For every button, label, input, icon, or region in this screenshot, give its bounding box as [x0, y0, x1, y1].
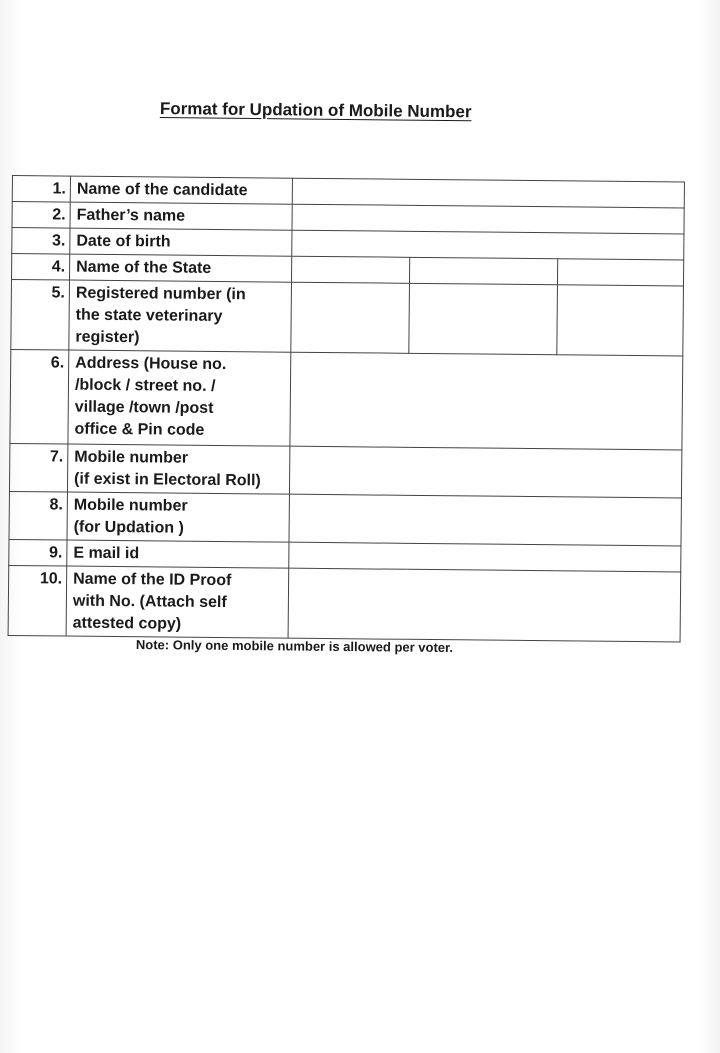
- row-number: 3.: [12, 228, 70, 255]
- table-row: [9, 491, 681, 545]
- row-number: 7.: [9, 443, 67, 492]
- state-name-field-2[interactable]: [409, 257, 557, 284]
- note-text: Note: Only one mobile number is allowed per voter.: [135, 637, 454, 656]
- row-number: 2.: [12, 202, 70, 229]
- form-table: [8, 175, 685, 642]
- updated-mobile-field[interactable]: [289, 494, 681, 546]
- candidate-name-field[interactable]: [292, 178, 684, 208]
- registered-number-field-1[interactable]: [291, 282, 410, 353]
- state-name-field-3[interactable]: [557, 259, 683, 286]
- row-number: 8.: [9, 491, 67, 540]
- email-field[interactable]: [289, 542, 681, 572]
- date-of-birth-field[interactable]: [292, 230, 684, 260]
- form-table-wrapper: [8, 175, 684, 642]
- id-proof-field[interactable]: [288, 568, 681, 642]
- row-label: Father’s name: [70, 202, 292, 230]
- row-number: 10.: [8, 565, 67, 636]
- address-field[interactable]: [290, 352, 683, 450]
- row-label: Mobile number (for Updation ): [67, 492, 289, 542]
- row-label: Date of birth: [70, 228, 292, 256]
- table-row: [10, 349, 683, 449]
- father-name-field[interactable]: [292, 204, 684, 234]
- row-number: 4.: [11, 254, 69, 281]
- table-row: [9, 443, 681, 497]
- row-label: Address (House no. /block / street no. / village /town /post office & Pin code: [68, 350, 291, 446]
- row-label: Name of the State: [69, 254, 291, 282]
- row-number: 6.: [10, 349, 69, 444]
- row-number: 9.: [9, 539, 67, 566]
- row-label: E mail id: [67, 540, 289, 568]
- row-label: Name of the ID Proof with No. (Attach self attested copy): [66, 566, 289, 638]
- existing-mobile-field[interactable]: [289, 446, 681, 498]
- row-label: Name of the candidate: [70, 176, 292, 204]
- row-number: 5.: [11, 280, 70, 351]
- state-name-field-1[interactable]: [291, 256, 409, 283]
- table-row: [8, 565, 681, 641]
- registered-number-field-2[interactable]: [409, 283, 558, 354]
- table-row: [11, 280, 684, 356]
- row-number: 1.: [12, 176, 70, 203]
- form-title: Format for Updation of Mobile Number: [159, 99, 472, 122]
- row-label: Registered number (in the state veterinary register): [69, 280, 292, 352]
- registered-number-field-3[interactable]: [557, 285, 684, 356]
- row-label: Mobile number (if exist in Electoral Roll): [67, 444, 289, 494]
